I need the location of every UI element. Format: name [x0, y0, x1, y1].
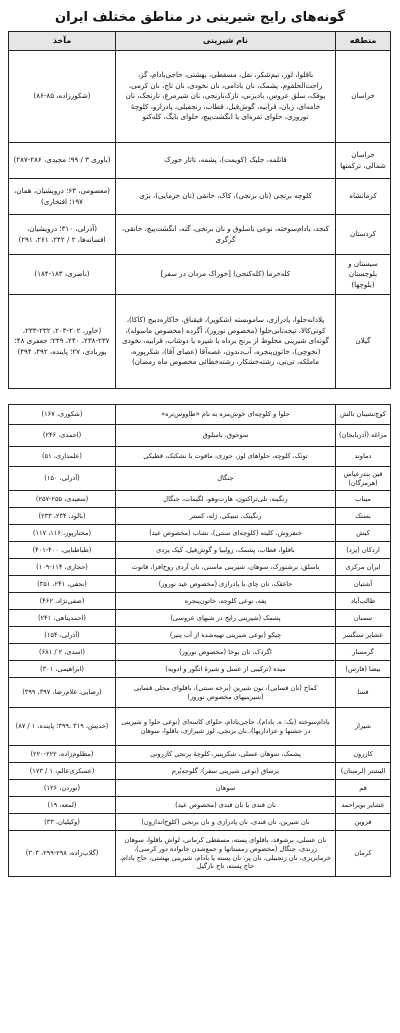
region-cell: میناب	[336, 491, 391, 508]
sweet-cell: نان شیرین، نان قندی، نان پادرازی و نان برنجی (کلوخ‌اندازون)	[116, 814, 336, 831]
source-cell: (حجازی، ۱۱۴-۱۰۹)	[9, 559, 116, 576]
sweet-cell: برساق (نوعی شیرینی سفر)، گلوجه‌بُرم	[116, 763, 336, 780]
table-row	[9, 576, 391, 593]
table-row	[9, 215, 391, 255]
region-cell: فسا	[336, 678, 391, 708]
sweet-cell: چیکو (نوعی شیرینی تهیه‌شده از آب پنیر)	[116, 627, 336, 644]
region-cell: اردکان (یزد)	[336, 542, 391, 559]
table-row	[9, 525, 391, 542]
region-cell: مراغه (آذربایجان)	[336, 425, 391, 447]
region-cell: قین بندرعباس (هرمزگان)	[336, 467, 391, 491]
region-cell: کیش	[336, 525, 391, 542]
source-cell: (لمعه، ۱۹)	[9, 797, 116, 814]
source-cell: (عسکری‌عالم، ۱ / ۱۷۳)	[9, 763, 116, 780]
sweet-cell: جنگال	[116, 467, 336, 491]
table-row	[9, 447, 391, 467]
source-cell: (آذرلی، ۱۵۰)	[9, 467, 116, 491]
region-cell: گیلان	[336, 295, 391, 389]
sweet-cell: رنگینک، تنبیکی، ژله، کستر	[116, 508, 336, 525]
region-cell: ایران مرکزی	[336, 559, 391, 576]
sweet-cell: بادام‌سوخته (نک: ه. بادام)، حاجی‌بادام، حلوای کاسه‌ای (نوعی حلوا و شیرینی در جشنها و عزاداریها)، نان برنجی، لوز شیرازی، باقلوا، سوهان	[116, 708, 336, 746]
region-cell: عشایر بویراحمد	[336, 797, 391, 814]
source-cell: (صفی‌نژاد، ۴۶۲)	[9, 593, 116, 610]
table-row	[9, 51, 391, 143]
source-cell: (سعیدی، ۲۵۵-۲۵۷)	[9, 491, 116, 508]
source-cell: (ابراهیمی، ۳۰۱)	[9, 661, 116, 678]
sweet-cell: پشمک (شیرینی رایج در شبهای عروسی)	[116, 610, 336, 627]
table-row	[9, 780, 391, 797]
region-cell: شیراز	[336, 708, 391, 746]
table-row	[9, 425, 391, 447]
source-cell: (باوری ۳ / ۹۹؛ مجیدی، ۲۸۶-۲۸۷)	[9, 143, 116, 179]
region-cell: الیشتر (لرستان)	[336, 763, 391, 780]
table-row	[9, 661, 391, 678]
table-row	[9, 179, 391, 215]
table-row	[9, 143, 391, 179]
source-cell: (آذرلی، ۱۵۴)	[9, 627, 116, 644]
table-row	[9, 405, 391, 425]
region-cell: کازرون	[336, 746, 391, 763]
region-cell: دماوند	[336, 447, 391, 467]
source-cell: (خدیش، ۳۱۹ ،۳۹۹؛ پاینده، ۱ / ۸۷)	[9, 708, 116, 746]
page-title: گونه‌های رایج شیرینی در مناطق مختلف ایران	[55, 10, 345, 25]
header-region: منطقه	[336, 32, 391, 51]
source-cell: (علمداری، ۵۱)	[9, 447, 116, 467]
table-row	[9, 644, 391, 661]
sweet-cell: نان عسلی، برشوقد، باقلوای پسته، مسقطی کرمانی، لواش باقلوا، سوهان زرندی، جنگال (مخصوص زمستانها و جمع‌شدن خانواده دور کرسی)، خرمایریزی، نان زنجبیلی، نان پر، نان پسته یا بادام، شیرینی بهشتی، حاج بادام، حاج پسته، تاج نارگیل	[116, 831, 336, 877]
region-cell: آشتیان	[336, 576, 391, 593]
sweet-cell: پلادانه‌حلوا، پادرازی، ساموبسته (شکوپر)، قیقناق، خاکاره‌دبیج (کاکا)، کوتی‌کالا، تیجه‌تانی‌حلوا (مخصوص نوروز)، آگرده (مخصوص ماسوله)، گونه‌ای شیرینی مخلوط از برنج برداه با شیره یا دوشاب، قرابیه، نخودی (نخوچی)، خاتون‌پنجره، آب‌دندون، غصه‌آقا (عصای آقا)، شکرپوره، ماملکه، تی‌تی، رشته‌خشکار، رشته‌خطائی مخصوص ماه رمضان)	[116, 295, 336, 389]
source-cell: (ناصری، ۱۸۳-۱۸۴)	[9, 255, 116, 295]
region-cell: کرمان	[336, 831, 391, 877]
sweet-cell: باقلوا، قطاب، پشمک، زولبیا و گوش‌فیل، کیک یزدی	[116, 542, 336, 559]
sweet-cell: حلوا و کلوچه‌ای خوش‌مزه به نام «طاووس‌تره»	[116, 405, 336, 425]
table-row	[9, 508, 391, 525]
region-cell: خراسان	[336, 51, 391, 143]
table-row	[9, 831, 391, 877]
sweets-table-2	[8, 404, 391, 877]
sweet-cell: اگردک، نان بوخا (مخصوص نوروز)	[116, 644, 336, 661]
sweet-cell: میده (ترکیبی از عسل و شیرهٔ انگور و ادویه)	[116, 661, 336, 678]
table-row	[9, 627, 391, 644]
table-row	[9, 610, 391, 627]
sweet-cell: توتک، کلوچه، حلواهای لوز، جوزی، ماقوت یا نشکنک، قطیکی	[116, 447, 336, 467]
sweet-cell: سوجوق، باسلوق	[116, 425, 336, 447]
region-cell: سمنان	[336, 610, 391, 627]
region-cell: گرمسار	[336, 644, 391, 661]
source-cell: (اسدی، ۲ / ۶۸۱)	[9, 644, 116, 661]
region-cell: سیستان و بلوچستان (بلوچها)	[336, 255, 391, 295]
sweet-cell: جاغقک، نان چای یا پادرازی (مخصوص عید نوروز)	[116, 576, 336, 593]
region-cell: بیضا (فارس)	[336, 661, 391, 678]
sweet-cell: سوهان	[116, 780, 336, 797]
source-cell: (آذرلی، ۳۱۰؛ درویشیان، افسانه‌ها، ۲ / ۲۴۲، ۲۶۱، ۲۹۱)	[9, 215, 116, 255]
sweet-cell: باقلوا، لوز، نیم‌شکر، نقل، مسقطی، بهشتی، حاجی‌بادام، گز، راحت‌الحلقوم، پشمک، نان بادامی، نان نخودی، نان تاج، نان کرمی، پوفک، سلق عروس، بادیزنی، تازک‌نارنجی، نان شیرمرغ، نارنجک، نان خامه‌ای، زبان، قرابیه، گوش‌فیل، قطاب، زنجفیلی، پادرازو، کلوچهٔ نوروزی، حلوای تفره‌ای یا انگشت‌پیچ، حلوای بایگ، کله‌کنو	[116, 51, 336, 143]
source-cell: (احمدپناهی، ۲۴۱)	[9, 610, 116, 627]
source-cell: (نوردن، ۱۲۶)	[9, 780, 116, 797]
table-row	[9, 255, 391, 295]
region-cell: خراسان شمالی، ترکمنها	[336, 143, 391, 179]
source-cell: (شکورزاده، ۸۵-۸۶)	[9, 51, 116, 143]
header-sweet: نام شیرینی	[116, 32, 336, 51]
table-header-row	[9, 32, 391, 51]
region-cell: کرمانشاه	[336, 179, 391, 215]
table-row	[9, 295, 391, 389]
sweet-cell: کنجد، بادام‌سوخته، نوعی باسلوق و نان برنجی، گته، انگشت‌پیچ، خانقی، گرگری	[116, 215, 336, 255]
source-cell: (بالود، ۲۳۴، ۲۳۳)	[9, 508, 116, 525]
region-cell: کوچ‌نشینان تالش	[336, 405, 391, 425]
sweets-table-1	[8, 31, 391, 389]
table-row	[9, 797, 391, 814]
table-row	[9, 746, 391, 763]
source-cell: (مظلوم‌زاده، ۲۲۲-۲۲۰)	[9, 746, 116, 763]
source-cell: (شکوری، ۱۶۷)	[9, 405, 116, 425]
table-row	[9, 542, 391, 559]
sweet-cell: کماج (نان قسایی)، نون شیرین (برخه سنتی)، باقلوای محلی قسایی (شیرینیهای مخصوص نوروز)	[116, 678, 336, 708]
source-cell: (احمدی، ۲۴۶)	[9, 425, 116, 447]
sweet-cell: نان قندی یا نان قندی (مخصوص عید)	[116, 797, 336, 814]
region-cell: قزوین	[336, 814, 391, 831]
source-cell: (نجفی، ۲۴۱، ۳۵۱)	[9, 576, 116, 593]
source-cell: (خاور، ۲۰۲-۲۰۳، ۲۳۲-۲۳۳، ۲۳۷-۲۳۸، ۲۴۰، ۲۴۹؛ جعفری ۴۸؛ پوربادی، ۲۷؛ پاینده، ۴۹۲، ۴۹۴)	[9, 295, 116, 389]
source-cell: (وکیلیان، ۳۳)	[9, 814, 116, 831]
sweet-cell: کله‌خرما (کله‌کنجی) [خوراک مردان در سفر]	[116, 255, 336, 295]
sweet-cell: پشمک، سوهان عسلی، شکرپنیر، کلوچهٔ برنجی کازرونی	[116, 746, 336, 763]
source-cell: (گلاب‌زاده، ۲۹۸-۲۹۹، ۳۰۳)	[9, 831, 116, 877]
table-row	[9, 593, 391, 610]
table-row	[9, 467, 391, 491]
table-row	[9, 491, 391, 508]
source-cell: (رضایی، غلام‌رضا، ۳۹۷، ۳۹۹)	[9, 678, 116, 708]
sweet-cell: کلوچه برنجی (نان برنجی)، کاک، خانقی (نان خرمایی)، بژی	[116, 179, 336, 215]
source-cell: (مختارپور، ۱۱۶، ۱۱۷)	[9, 525, 116, 542]
region-cell: طالب‌آباد	[336, 593, 391, 610]
table-row	[9, 559, 391, 576]
sweet-cell: خنفروش، کلیته (کلوچه‌ای سنتی)، نشاب (مخصوص عید)	[116, 525, 336, 542]
table-row	[9, 708, 391, 746]
sweet-cell: باسلق، برشتورک، سوهان، شیرینی ماستی، نان آردی روح‌افزا، قاتوت	[116, 559, 336, 576]
sweet-cell: رنگینه، تلی‌تراکتون، هارت‌وهو، لگیمات، جنگال	[116, 491, 336, 508]
region-cell: بستک	[336, 508, 391, 525]
header-source: مآخذ	[9, 32, 116, 51]
table-row	[9, 814, 391, 831]
table-row	[9, 678, 391, 708]
sweet-cell: پفه، نوعی کلوچه، خاتون‌پنجره	[116, 593, 336, 610]
source-cell: (طباطبایی، ۴۰۰-۴۰۱)	[9, 542, 116, 559]
region-cell: کردستان	[336, 215, 391, 255]
table-row	[9, 763, 391, 780]
sweet-cell: قاتلمه، جلیک (کویمت)، پشمه، تاتار جورک	[116, 143, 336, 179]
region-cell: قم	[336, 780, 391, 797]
region-cell: عشایر سنگسر	[336, 627, 391, 644]
source-cell: (معصومی، ۶۳؛ درویشیان، همان، ۱۹۷؛ افتخاری)	[9, 179, 116, 215]
